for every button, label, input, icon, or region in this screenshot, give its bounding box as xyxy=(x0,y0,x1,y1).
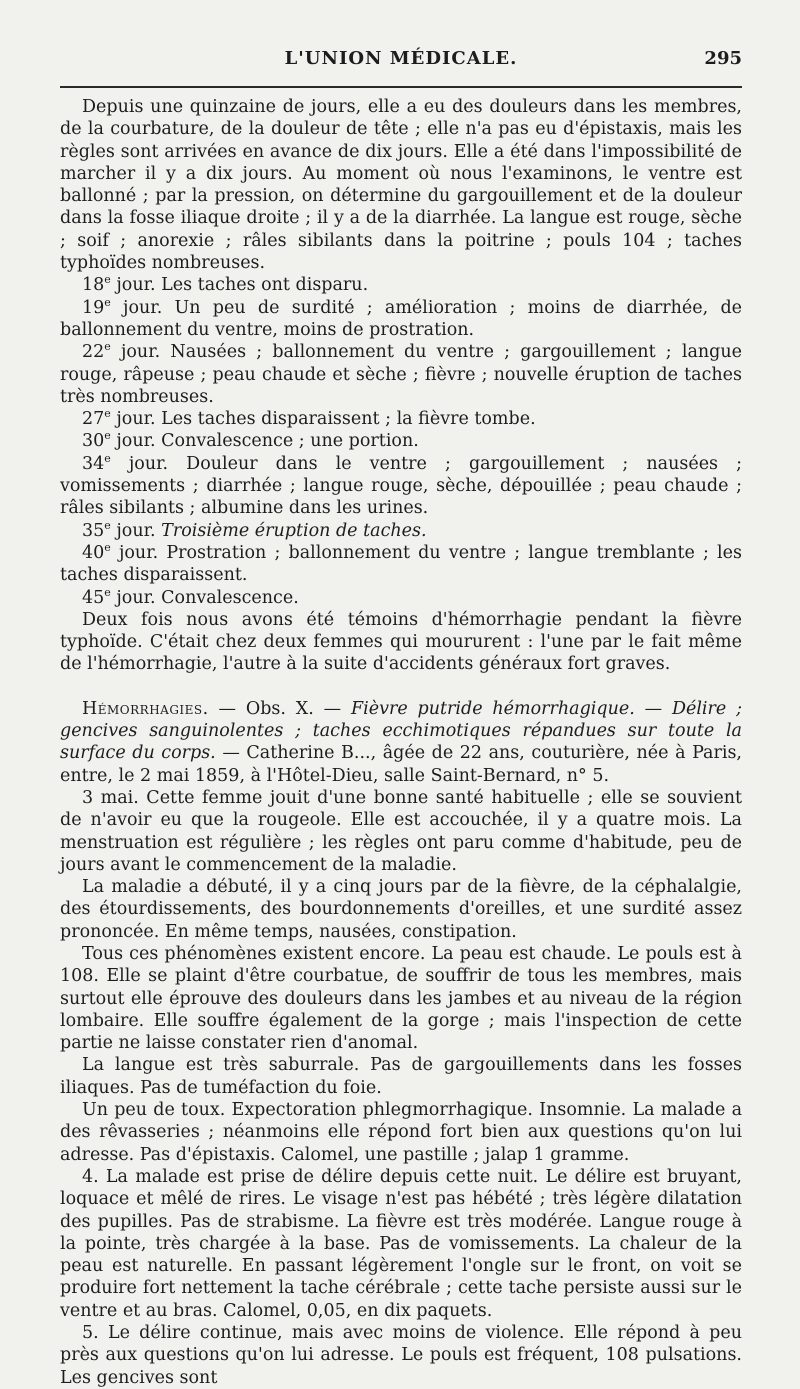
article-body xyxy=(60,96,742,1389)
header-rule xyxy=(60,86,742,88)
paragraph: Deux fois nous avons été témoins d'hémorrhagie pendant la fièvre typhoïde. C'était chez deux femmes qui moururent : l'une par le fait même de l'hémorrhagie, l'autre à la suite d'accidents généraux fort graves. xyxy=(60,609,742,675)
paragraph: 4. La malade est prise de délire depuis cette nuit. Le délire est bruyant, loquace et mêlé de rires. Le visage n'est pas hébété ; très légère dilatation des pupilles. Pas de strabisme. La fièvre est très modérée. Langue rouge à la pointe, très chargée à la base. Pas de vomissements. La chaleur de la peau est naturelle. En passant légèrement l'ongle sur le front, on voit se produire fort nettement la tache cérébrale ; cette tache persiste aussi sur le ventre et au bras. Calomel, 0,05, en dix paquets. xyxy=(60,1166,742,1321)
day-entry: 27e jour. Les taches disparaissent ; la fièvre tombe. xyxy=(82,407,536,430)
day-entry: 22e jour. Nausées ; ballonnement du ventre ; gargouillement ; langue rouge, râpeuse ; peau chaude et sèche ; fièvre ; nouvelle éruption de taches très nombreuses. xyxy=(60,340,742,407)
day-entry: 18e jour. Les taches ont disparu. xyxy=(82,273,369,296)
section-heading: Hémorrhagies. xyxy=(82,698,209,719)
observation-heading: Hémorrhagies. — Obs. X. — Fièvre putride hémorrhagique. — Délire ; gencives sanguinolentes ; taches ecchimotiques répandues sur toute la surface du corps. — Catherine B..., âgée de 22 ans, couturière, née à Paris, entre, le 2 mai 1859, à l'Hôtel-Dieu, salle Saint-Bernard, n° 5. xyxy=(60,698,742,786)
paragraph: La maladie a débuté, il y a cinq jours par de la fièvre, de la céphalalgie, des étourdissements, des bourdonnements d'oreilles, et une surdité assez prononcée. En même temps, nausées, constipation. xyxy=(60,877,742,942)
day-entry: 40e jour. Prostration ; ballonnement du ventre ; langue tremblante ; les taches disparaissent. xyxy=(60,541,742,586)
paragraph: Depuis une quinzaine de jours, elle a eu des douleurs dans les membres, de la courbature, de la douleur de tête ; elle n'a pas eu d'épistaxis, mais les règles sont arrivées en avance de dix jours. Elle a été dans l'impossibilité de marcher il y a dix jours. Au moment où nous l'examinons, le ventre est ballonné ; par la pression, on détermine du gargouillement et de la douleur dans la fosse iliaque droite ; il y a de la diarrhée. La langue est rouge, sèche ; soif ; anorexie ; râles sibilants dans la poitrine ; pouls 104 ; taches typhoïdes nombreuses. xyxy=(60,97,742,274)
paragraph: Tous ces phénomènes existent encore. La peau est chaude. Le pouls est à 108. Elle se plaint d'être courbatue, de souffrir de tous les membres, mais surtout elle éprouve des douleurs dans les jambes et au niveau de la région lombaire. Elle souffre également de la gorge ; mais l'inspection de cette partie ne laisse constater rien d'anomal. xyxy=(60,943,742,1054)
paragraph: Un peu de toux. Expectoration phlegmorrhagique. Insomnie. La malade a des rêvasseries ; néanmoins elle répond fort bien aux questions qu'on lui adresse. Pas d'épistaxis. Calomel, une pastille ; jalap 1 gramme. xyxy=(60,1100,742,1165)
paragraph: 5. Le délire continue, mais avec moins de violence. Elle répond à peu près aux questions qu'on lui adresse. Le pouls est fréquent, 108 pulsations. Les gencives sont xyxy=(60,1323,742,1388)
day-entry: 34e jour. Douleur dans le ventre ; gargouillement ; nausées ; vomissements ; diarrhée ; langue rouge, sèche, dépouillée ; peau chaude ; râles sibilants ; albumine dans les urines. xyxy=(60,451,742,519)
observation-title: Fièvre putride hémorrhagique. — Délire ; gencives sanguinolentes ; taches ecchimotiques répandues sur toute la surface du corps. xyxy=(60,698,742,764)
paragraph: 3 mai. Cette femme jouit d'une bonne santé habituelle ; elle se souvient de n'avoir eu que la rougeole. Elle est accouchée, il y a quatre mois. La menstruation est régulière ; les règles ont paru comme d'habitude, peu de jours avant le commencement de la maladie. xyxy=(60,787,742,875)
day-entry: 35e jour. Troisième éruption de taches. xyxy=(82,518,427,541)
running-header xyxy=(60,48,742,80)
journal-title: L'UNION MÉDICALE. xyxy=(284,48,518,69)
paragraph: La langue est très saburrale. Pas de gargouillements dans les fosses iliaques. Pas de tuméfaction du foie. xyxy=(60,1055,742,1098)
page-number: 295 xyxy=(704,48,742,69)
day-entry: 19e jour. Un peu de surdité ; amélioration ; moins de diarrhée, de ballonnement du ventre, moins de prostration. xyxy=(60,295,742,340)
day-entry: 30e jour. Convalescence ; une portion. xyxy=(82,429,419,452)
day-entry: 45e jour. Convalescence. xyxy=(82,585,299,608)
